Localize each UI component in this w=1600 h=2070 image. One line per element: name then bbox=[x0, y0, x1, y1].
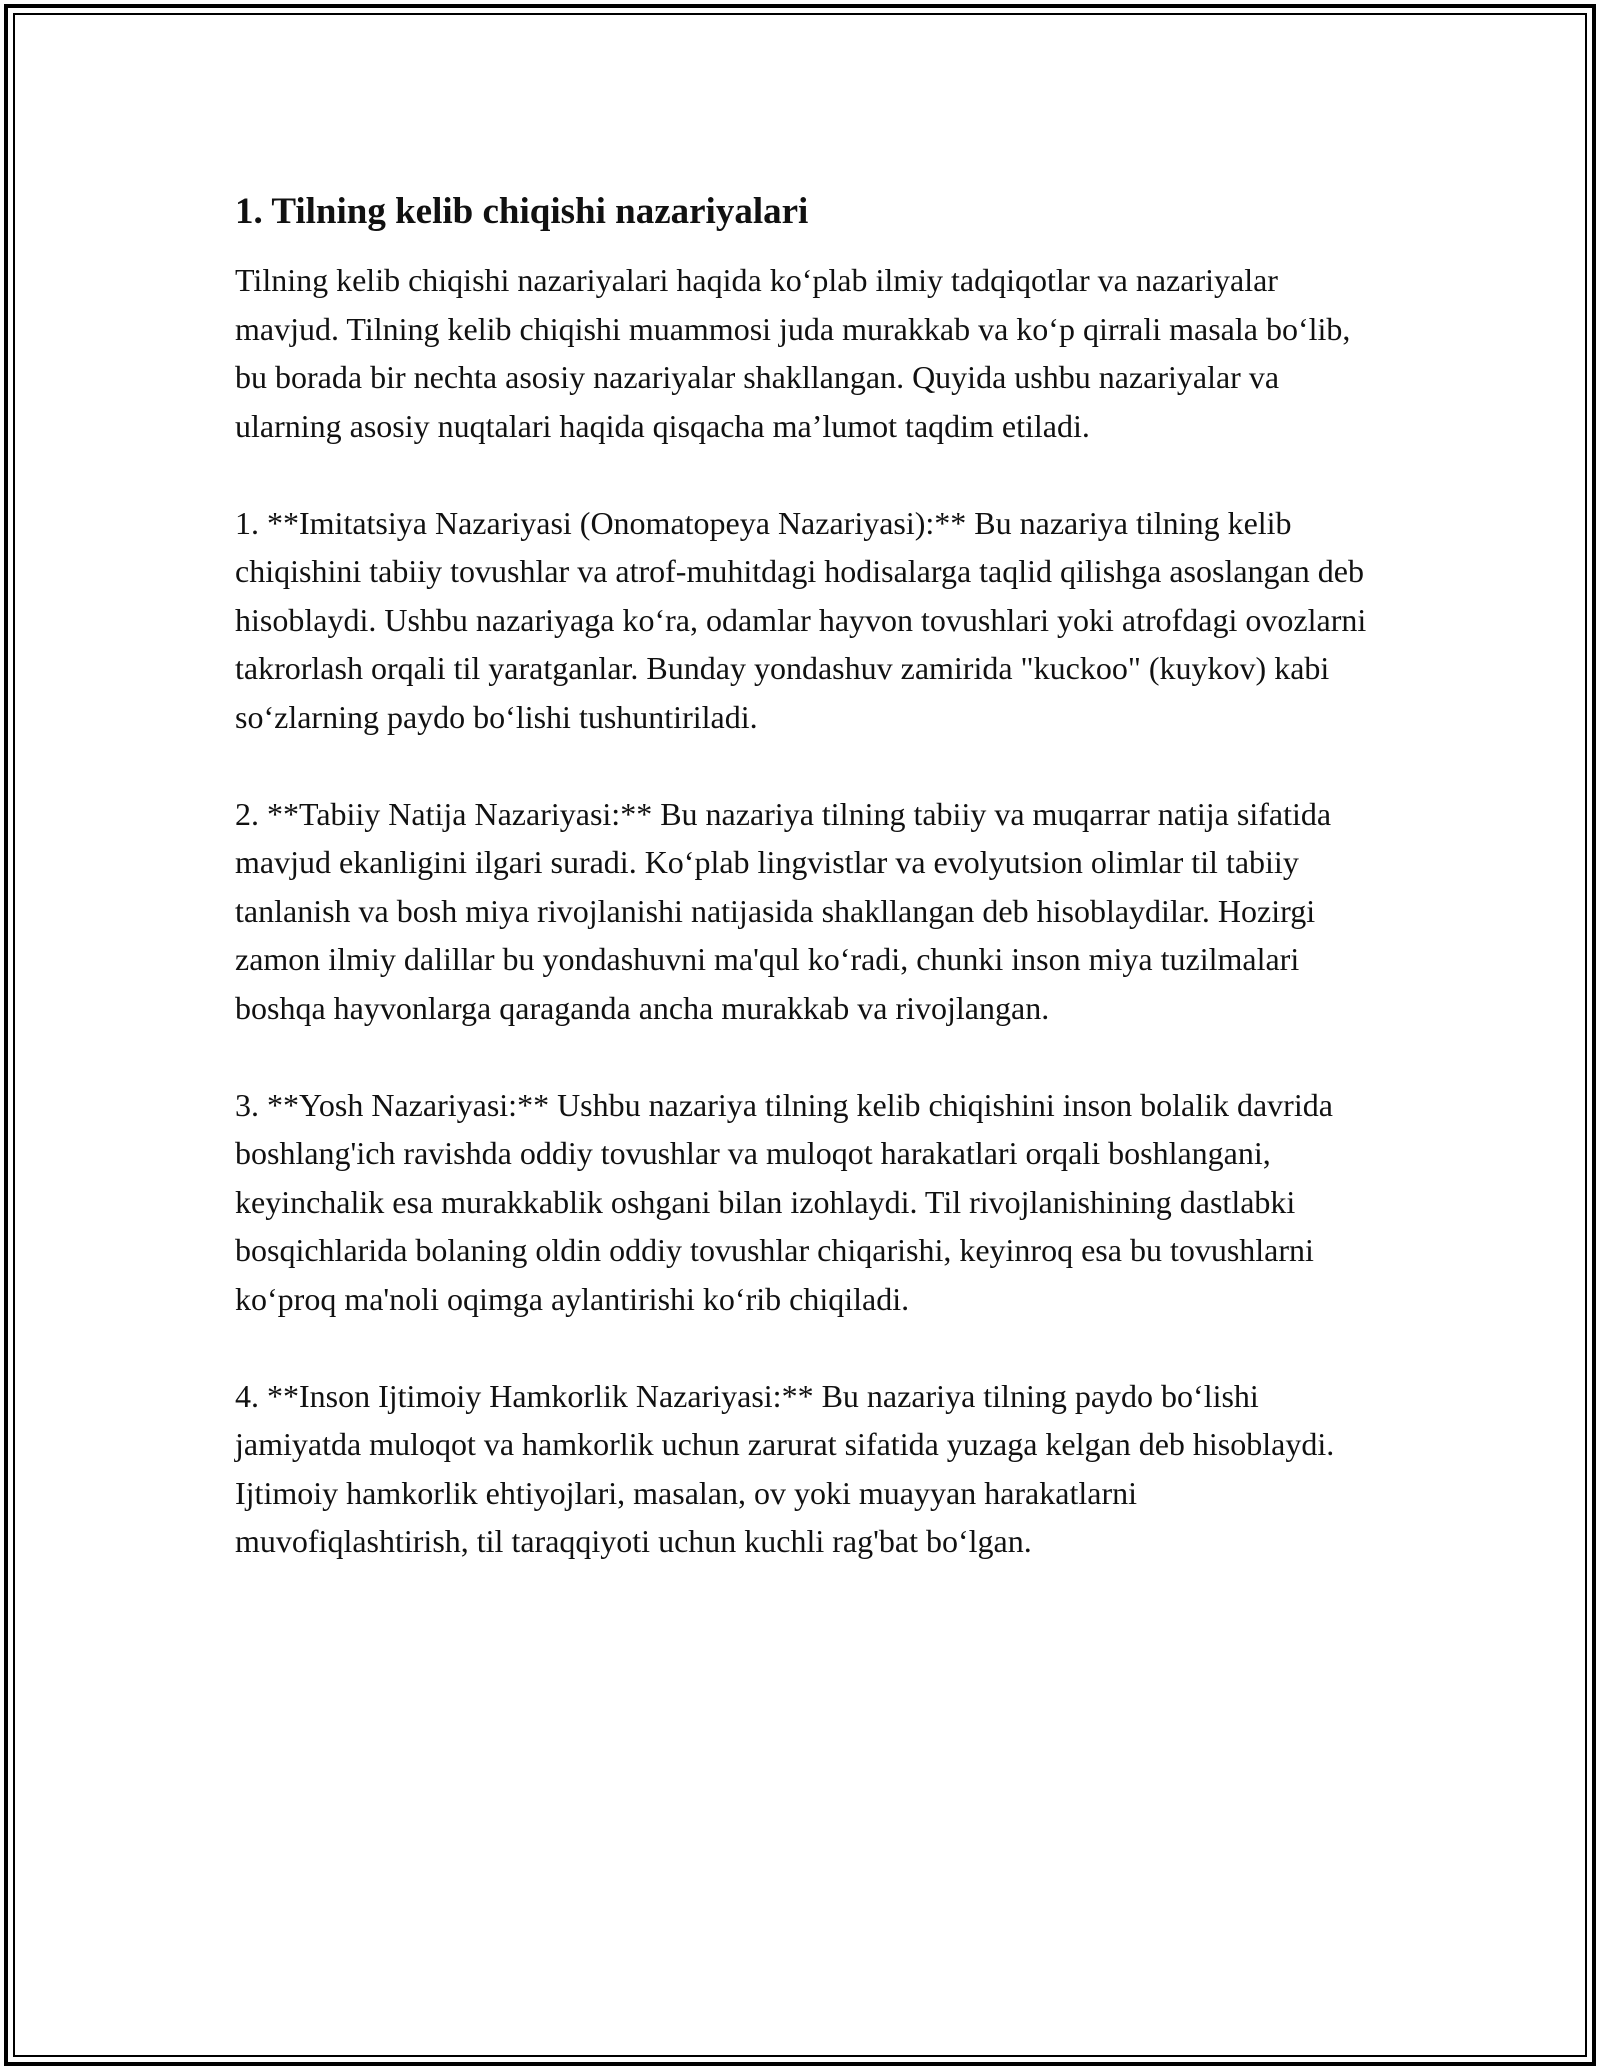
theory-paragraph-age: 3. **Yosh Nazariyasi:** Ushbu nazariya tilning kelib chiqishini inson bolalik davrida boshlang'ich ravishda oddiy tovushlar va muloqot harakatlari orqali boshlangani, keyinchalik esa murakkablik oshgani bilan izohlaydi. Til rivojlanishining dastlabki bosqichlarida bolaning oldin oddiy tovushlar chiqarishi, keyinroq esa bu tovushlarni ko‘proq ma'noli oqimga aylantirishi ko‘rib chiqiladi. bbox=[235, 1086, 1333, 1317]
section-heading: 1. Tilning kelib chiqishi nazariyalari bbox=[235, 191, 809, 232]
theory-paragraph-imitation: 1. **Imitatsiya Nazariyasi (Onomatopeya Nazariyasi):** Bu nazariya tilning kelib chiqishini tabiiy tovushlar va atrof-muhitdagi hodisalarga taqlid qilishga asoslangan deb hisoblaydi. Ushbu nazariyaga ko‘ra, odamlar hayvon tovushlari yoki atrofdagi ovozlarni takrorlash orqali til yaratganlar. Bunday yondashuv zamirida "kuckoo" (kuykov) kabi so‘zlarning paydo bo‘lishi tushuntiriladi. bbox=[235, 504, 1367, 735]
theory-paragraph-social-cooperation: 4. **Inson Ijtimoiy Hamkorlik Nazariyasi:** Bu nazariya tilning paydo bo‘lishi jamiyatda muloqot va hamkorlik uchun zarurat sifatida yuzaga kelgan deb hisoblaydi. Ijtimoiy hamkorlik ehtiyojlari, masalan, ov yoki muayyan harakatlarni muvofiqlashtirish, til taraqqiyoti uchun kuchli rag'bat bo‘lgan. bbox=[235, 1377, 1335, 1559]
theory-paragraph-natural-result: 2. **Tabiiy Natija Nazariyasi:** Bu nazariya tilning tabiiy va muqarrar natija sifatida mavjud ekanligini ilgari suradi. Ko‘plab lingvistlar va evolyutsion olimlar til tabiiy tanlanish va bosh miya rivojlanishi natijasida shakllangan deb hisoblaydilar. Hozirgi zamon ilmiy dalillar bu yondashuvni ma'qul ko‘radi, chunki inson miya tuzilmalari boshqa hayvonlarga qaraganda ancha murakkab va rivojlangan. bbox=[235, 795, 1332, 1026]
intro-paragraph: Tilning kelib chiqishi nazariyalari haqida ko‘plab ilmiy tadqiqotlar va nazariyalar mavjud. Tilning kelib chiqishi muammosi juda murakkab va ko‘p qirrali masala bo‘lib, bu borada bir nechta asosiy nazariyalar shakllangan. Quyida ushbu nazariyalar va ularning asosiy nuqtalari haqida qisqacha ma’lumot taqdim etiladi. bbox=[235, 262, 1351, 444]
document-body bbox=[235, 188, 1375, 1566]
